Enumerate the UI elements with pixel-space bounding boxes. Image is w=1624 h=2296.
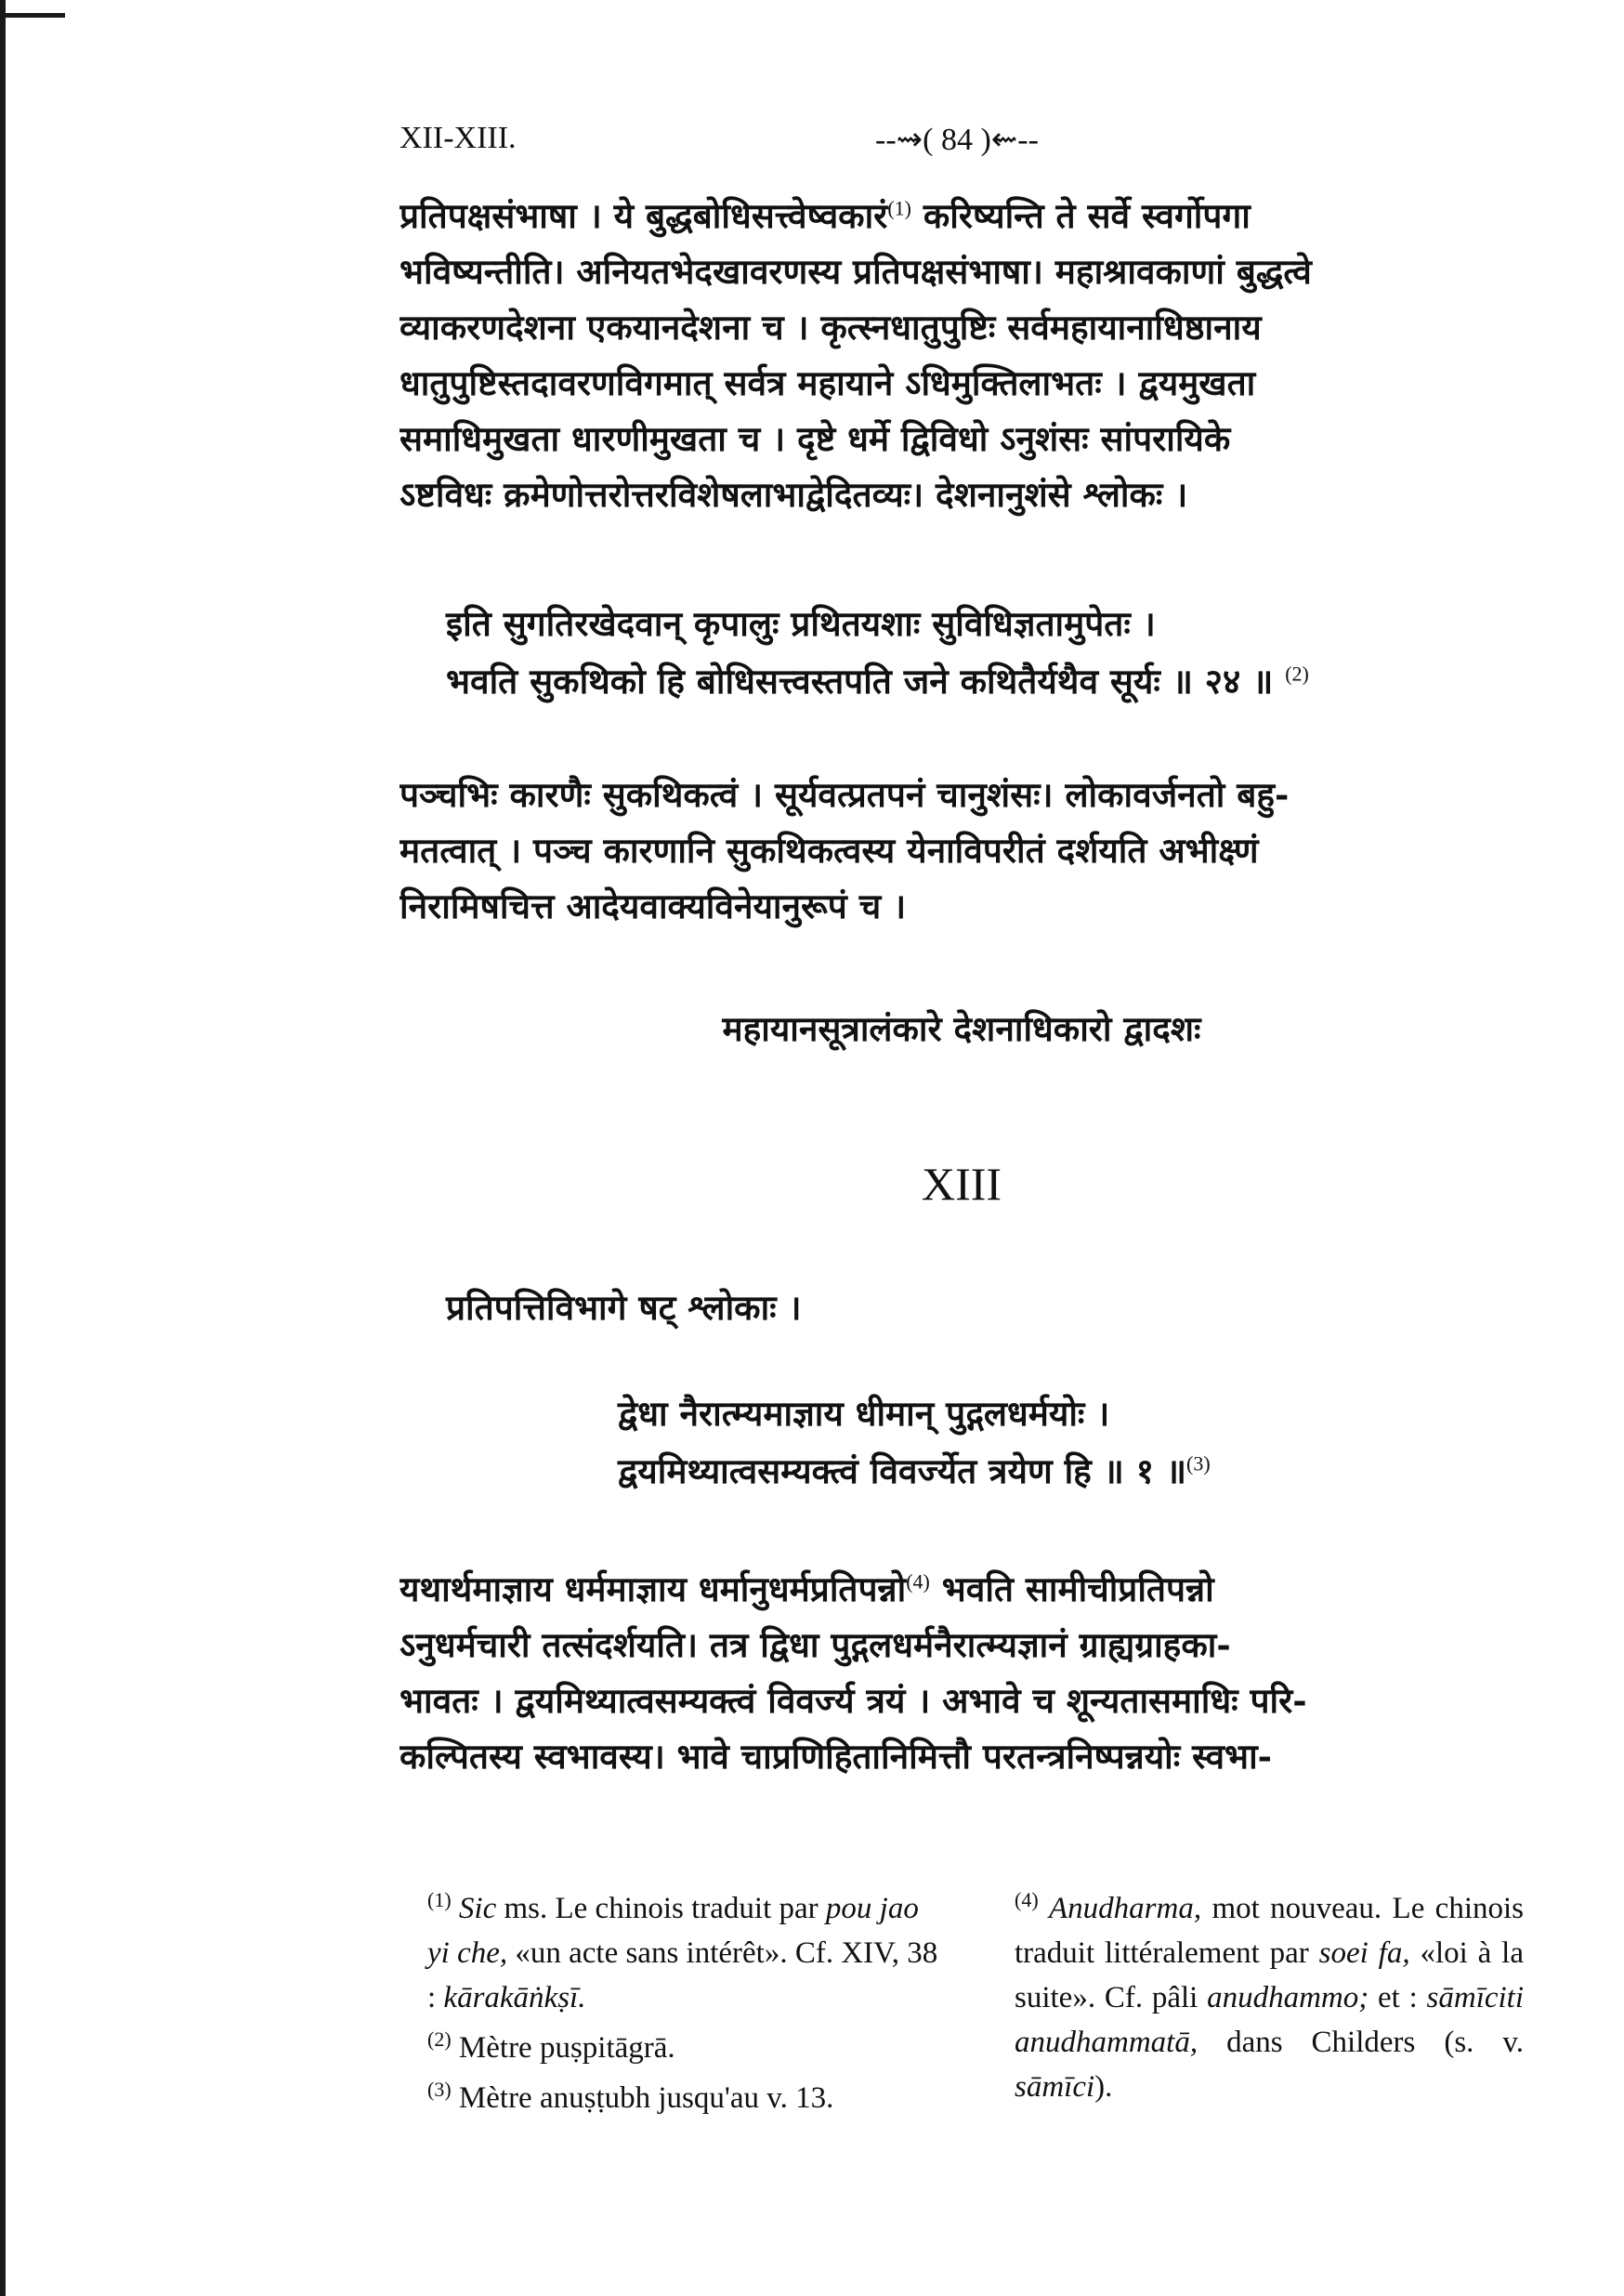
footnote-ref: (2)	[1285, 662, 1309, 686]
text-line: ऽष्टविधः क्रमेणोत्तरोत्तरविशेषलाभाद्वेदितव्यः। देशनानुशंसे श्लोकः ।	[399, 474, 1188, 515]
text-line: भावतः । द्वयमिथ्यात्वसम्यक्त्वं विवर्ज्य त्रयं । अभावे च शून्यतासमाधिः परि-	[399, 1680, 1307, 1721]
text-line: कल्पितस्य स्वभावस्य। भावे चाप्रणिहितानिमित्तौ परतन्त्रनिष्पन्नयोः स्वभा-	[399, 1736, 1273, 1777]
footnotes-right-column	[987, 1886, 1524, 2115]
text-line: प्रतिपक्षसंभाषा । ये बुद्धबोधिसत्त्वेष्वकारं$^{(1)}$ करिष्यन्ति ते सर्वे स्वर्गोपगा	[399, 195, 1251, 236]
page-left-edge	[0, 0, 6, 2296]
commentary-paragraph-2	[399, 767, 1524, 934]
verse-line: इति सुगतिरखेदवान् कृपालुः प्रथितयशाः सुविधिज्ञतामुपेतः ।	[446, 603, 1156, 644]
commentary-paragraph-1	[399, 188, 1524, 522]
footnote-ref: (4)	[906, 1569, 930, 1594]
text-line: धातुपुष्टिस्तदावरणविगमात् सर्वत्र महायाने ऽधिमुक्तिलाभतः । द्वयमुखता	[399, 362, 1256, 403]
page-number: --⇝( 84 )⇜--	[875, 123, 1039, 157]
text-line: व्याकरणदेशना एकयानदेशना च । कृत्स्नधातुपुष्टिः सर्वमहायानाधिष्ठानाय	[399, 307, 1262, 348]
footnote-ref: (1)	[887, 196, 911, 220]
page-corner-mark	[0, 13, 65, 18]
text-line: समाधिमुखता धारणीमुखता च । दृष्टे धर्मे द्विविधो ऽनुशंसः सांपरायिके	[399, 418, 1231, 459]
commentary-paragraph-3	[399, 1561, 1524, 1784]
footnote-ref: (3)	[1186, 1451, 1211, 1476]
text-line: ऽनुधर्मचारी तत्संदर्शयति। तत्र द्विधा पुद्गलधर्मनैरात्म्यज्ञानं ग्राह्यग्राहका-	[399, 1624, 1231, 1665]
chapter-colophon: महायानसूत्रालंकारे देशनाधिकारो द्वादशः	[722, 1008, 1201, 1049]
verse-line: भवति सुकथिको हि बोधिसत्त्वस्तपति जने कथितैर्यथैव सूर्यः ॥ २४ ॥ $^{(2)}$	[446, 661, 1309, 702]
verse-1	[618, 1384, 1547, 1500]
footnote-2: $^{(2)}$ Mètre puṣpitāgrā.	[427, 2027, 675, 2065]
text-line: भविष्यन्तीति। अनियतभेदखावरणस्य प्रतिपक्षसंभाषा। महाश्रावकाणां बुद्धत्वे	[399, 251, 1312, 292]
chapter-heading: XIII	[921, 1158, 1002, 1210]
text-line: पञ्चभिः कारणैः सुकथिकत्वं । सूर्यवत्प्रतपनं चानुशंसः। लोकावर्जनतो बहु-	[399, 774, 1290, 815]
running-head: XII-XIII.	[399, 121, 517, 155]
text-line: यथार्थमाज्ञाय धर्ममाज्ञाय धर्मानुधर्मप्रतिपन्नो$^{(4)}$ भवति सामीचीप्रतिपन्नो	[399, 1568, 1214, 1609]
section-intro: प्रतिपत्तिविभागे षट् श्लोकाः ।	[446, 1287, 802, 1328]
verse-line: द्वयमिथ्यात्वसम्यक्त्वं विवर्ज्येत त्रयेण हि ॥ १ ॥$^{(3)}$	[618, 1450, 1211, 1491]
footnote-1: $^{(1)}$ Sic ms. Le chinois traduit par pou jao yi che, «un acte sans intérêt». Cf. XIV, 38 : kārakāṅkṣī.	[427, 1888, 938, 2014]
verse-line: द्वेधा नैरात्म्यमाज्ञाय धीमान् पुद्गलधर्मयोः ।	[618, 1393, 1110, 1434]
text-line: निरामिषचित्त आदेयवाक्यविनेयानुरूपं च ।	[399, 886, 907, 926]
footnote-3: $^{(3)}$ Mètre anuṣṭubh jusqu'au v. 13.	[427, 2078, 834, 2115]
verse-24	[446, 595, 1542, 710]
footnotes-left-column	[399, 1886, 938, 2126]
text-line: मतत्वात् । पञ्च कारणानि सुकथिकत्वस्य येनाविपरीतं दर्शयति अभीक्ष्णं	[399, 830, 1259, 871]
footnote-4: $^{(4)}$ Anudharma, mot nouveau. Le chinois traduit littéralement par soei fa, «loi à la suite». Cf. pâli anudhammo; et : sāmīciti anudhammatā, dans Childers (s. v. sāmīci).	[1015, 1888, 1525, 2104]
